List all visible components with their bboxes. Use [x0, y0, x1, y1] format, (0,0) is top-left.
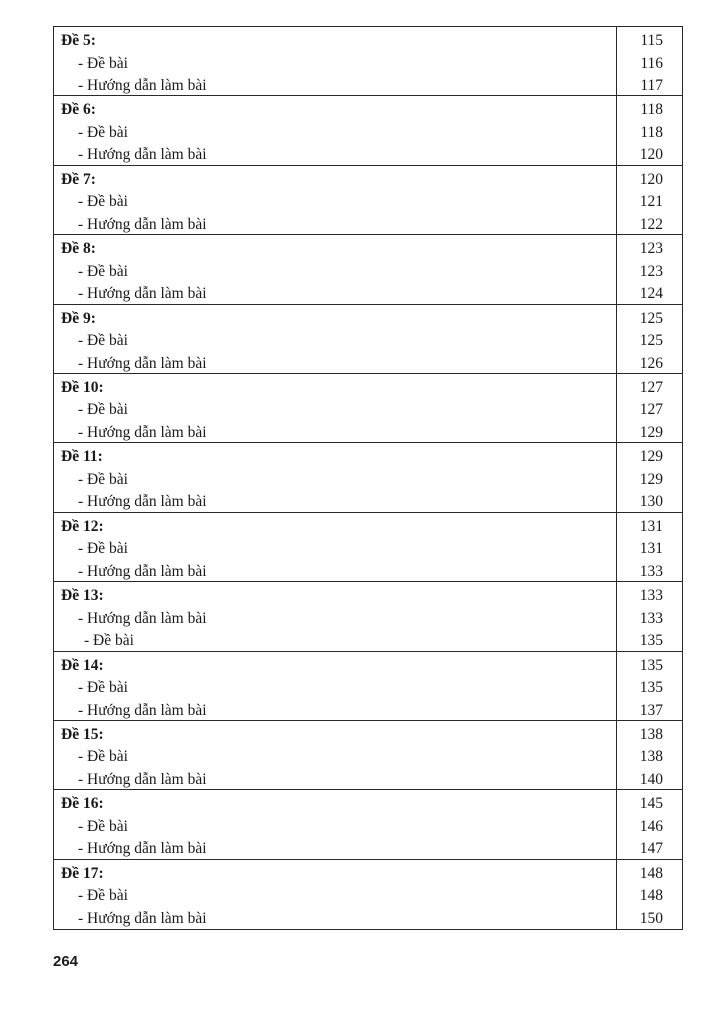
toc-subitem: - Đề bài — [78, 887, 128, 905]
toc-page-number: 123 — [639, 240, 663, 258]
toc-subitem: - Hướng dẫn làm bài — [78, 215, 207, 233]
toc-subitem: - Hướng dẫn làm bài — [78, 146, 207, 164]
toc-page-number: 131 — [639, 517, 663, 535]
toc-entry-de-9 — [54, 305, 682, 374]
toc-page-number: 130 — [639, 493, 663, 511]
toc-pages — [617, 790, 682, 858]
toc-subitem: - Hướng dẫn làm bài — [78, 354, 207, 372]
toc-subitem: - Đề bài — [78, 332, 128, 350]
toc-heading: Đề 12: — [61, 517, 104, 535]
toc-titles — [54, 96, 617, 164]
toc-page-number: 118 — [640, 123, 663, 141]
toc-entry-de-13 — [54, 582, 682, 651]
toc-page-number: 122 — [639, 215, 663, 233]
toc-entry-de-10 — [54, 374, 682, 443]
toc-entry-de-7 — [54, 166, 682, 235]
toc-table — [53, 26, 683, 930]
toc-subitem: - Đề bài — [78, 123, 128, 141]
toc-subitem: - Hướng dẫn làm bài — [78, 609, 207, 627]
toc-subitem: - Hướng dẫn làm bài — [78, 701, 207, 719]
toc-entry-de-16 — [54, 790, 682, 859]
toc-heading: Đề 8: — [61, 240, 96, 258]
toc-page-number: 135 — [639, 656, 663, 674]
toc-subitem: - Đề bài — [78, 401, 128, 419]
toc-page-number: 124 — [639, 285, 663, 303]
toc-page-number: 148 — [639, 887, 663, 905]
toc-page-number: 138 — [639, 748, 663, 766]
toc-titles — [54, 374, 617, 442]
toc-titles — [54, 305, 617, 373]
toc-page-number: 118 — [640, 101, 663, 119]
toc-page-number: 125 — [639, 332, 663, 350]
toc-subitem: - Hướng dẫn làm bài — [78, 493, 207, 511]
toc-entry-de-8 — [54, 235, 682, 304]
toc-subitem: - Hướng dẫn làm bài — [78, 562, 207, 580]
toc-page-number: 127 — [639, 378, 663, 396]
toc-heading: Đề 9: — [61, 309, 96, 327]
toc-pages — [617, 721, 682, 789]
toc-subitem: - Đề bài — [84, 632, 134, 650]
toc-titles — [54, 860, 617, 929]
toc-pages — [617, 443, 682, 511]
toc-page-number: 135 — [639, 679, 663, 697]
toc-page-number: 126 — [639, 354, 663, 372]
page-number: 264 — [53, 953, 79, 970]
toc-page-number: 116 — [640, 54, 663, 72]
toc-subitem: - Đề bài — [78, 540, 128, 558]
toc-entry-de-11 — [54, 443, 682, 512]
toc-page-number: 133 — [639, 587, 663, 605]
toc-page-number: 148 — [639, 864, 663, 882]
toc-subitem: - Đề bài — [78, 817, 128, 835]
toc-page-number: 131 — [639, 540, 663, 558]
toc-titles — [54, 235, 617, 303]
toc-entry-de-12 — [54, 513, 682, 582]
toc-subitem: - Đề bài — [78, 193, 128, 211]
toc-entry-de-15 — [54, 721, 682, 790]
toc-pages — [617, 305, 682, 373]
toc-entry-de-6 — [54, 96, 682, 165]
toc-entry-de-17 — [54, 860, 682, 929]
toc-subitem: - Đề bài — [78, 679, 128, 697]
toc-heading: Đề 11: — [61, 448, 103, 466]
toc-pages — [617, 374, 682, 442]
toc-heading: Đề 10: — [61, 378, 104, 396]
toc-entry-de-5 — [54, 27, 682, 96]
toc-subitem: - Hướng dẫn làm bài — [78, 840, 207, 858]
toc-page-number: 137 — [639, 701, 663, 719]
toc-heading: Đề 17: — [61, 864, 104, 882]
toc-subitem: - Đề bài — [78, 748, 128, 766]
toc-page-number: 138 — [639, 725, 663, 743]
toc-subitem: - Hướng dẫn làm bài — [78, 77, 207, 94]
toc-subitem: - Hướng dẫn làm bài — [78, 285, 207, 303]
toc-subitem: - Đề bài — [78, 262, 128, 280]
toc-heading: Đề 6: — [61, 101, 96, 119]
toc-page-number: 120 — [639, 146, 663, 164]
toc-subitem: - Hướng dẫn làm bài — [78, 909, 207, 927]
toc-page-number: 146 — [639, 817, 663, 835]
toc-titles — [54, 27, 617, 95]
toc-page-number: 133 — [639, 562, 663, 580]
toc-pages — [617, 513, 682, 581]
toc-pages — [617, 860, 682, 929]
toc-pages — [617, 582, 682, 650]
toc-page-number: 129 — [639, 448, 663, 466]
toc-entry-de-14 — [54, 652, 682, 721]
toc-heading: Đề 7: — [61, 170, 96, 188]
toc-subitem: - Đề bài — [78, 54, 128, 72]
toc-page-number: 145 — [639, 795, 663, 813]
toc-heading: Đề 14: — [61, 656, 104, 674]
toc-pages — [617, 235, 682, 303]
toc-page-number: 129 — [639, 470, 663, 488]
toc-titles — [54, 166, 617, 234]
toc-titles — [54, 790, 617, 858]
toc-pages — [617, 652, 682, 720]
toc-page-number: 133 — [639, 609, 663, 627]
toc-page-number: 150 — [639, 909, 663, 927]
toc-subitem: - Hướng dẫn làm bài — [78, 770, 207, 788]
toc-pages — [617, 166, 682, 234]
toc-page-number: 125 — [639, 309, 663, 327]
toc-page-number: 120 — [639, 170, 663, 188]
toc-pages — [617, 96, 682, 164]
toc-page-number: 117 — [640, 77, 663, 94]
toc-page-number: 129 — [639, 423, 663, 441]
toc-page-number: 127 — [639, 401, 663, 419]
toc-titles — [54, 721, 617, 789]
toc-heading: Đề 13: — [61, 587, 104, 605]
toc-subitem: - Đề bài — [78, 470, 128, 488]
toc-heading: Đề 16: — [61, 795, 104, 813]
toc-page-number: 115 — [640, 32, 663, 49]
toc-titles — [54, 582, 617, 650]
toc-titles — [54, 513, 617, 581]
toc-titles — [54, 443, 617, 511]
toc-page-number: 147 — [639, 840, 663, 858]
toc-page-number: 140 — [639, 770, 663, 788]
toc-pages — [617, 27, 682, 95]
toc-page-number: 123 — [639, 262, 663, 280]
toc-heading: Đề 15: — [61, 725, 104, 743]
toc-subitem: - Hướng dẫn làm bài — [78, 423, 207, 441]
toc-page-number: 135 — [639, 632, 663, 650]
toc-titles — [54, 652, 617, 720]
toc-heading: Đề 5: — [61, 32, 96, 49]
toc-page-number: 121 — [639, 193, 663, 211]
